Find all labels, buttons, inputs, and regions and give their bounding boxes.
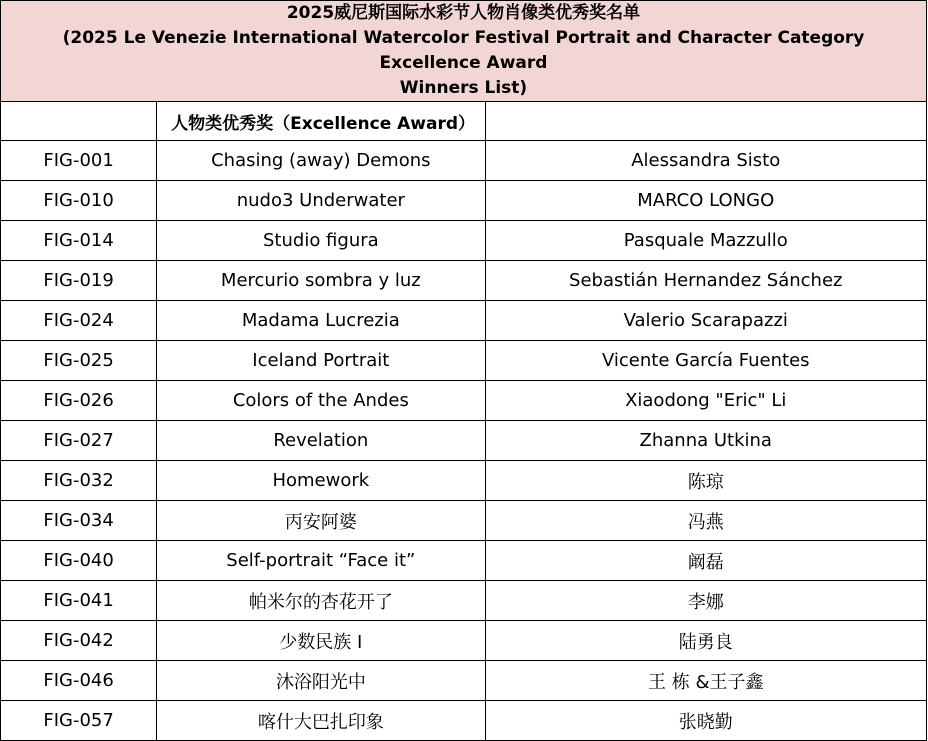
title-row	[1, 1, 927, 102]
table-row	[1, 181, 927, 221]
entry-id-cell[interactable]: FIG-042	[1, 621, 157, 661]
table-row	[1, 621, 927, 661]
artwork-title-cell[interactable]: 喀什大巴扎印象	[157, 701, 485, 741]
title-cell[interactable]	[1, 1, 927, 102]
artist-name-cell[interactable]: Valerio Scarapazzi	[485, 301, 927, 341]
table-row	[1, 341, 927, 381]
artist-name-cell[interactable]: 李娜	[485, 581, 927, 621]
table-row	[1, 421, 927, 461]
artist-name-cell[interactable]: Zhanna Utkina	[485, 421, 927, 461]
header-artist-cell[interactable]	[485, 102, 927, 141]
artist-name-cell[interactable]: 冯燕	[485, 501, 927, 541]
header-row	[1, 102, 927, 141]
entry-id-cell[interactable]: FIG-040	[1, 541, 157, 581]
entry-id-cell[interactable]: FIG-024	[1, 301, 157, 341]
artwork-title-cell[interactable]: 沐浴阳光中	[157, 661, 485, 701]
title-english-line-2: Winners List)	[399, 78, 528, 98]
artist-name-cell[interactable]: 张晓勤	[485, 701, 927, 741]
artist-name-cell[interactable]: Xiaodong "Eric" Li	[485, 381, 927, 421]
table-row	[1, 221, 927, 261]
artist-name-cell[interactable]: 王 栋 &王子鑫	[485, 661, 927, 701]
table-row	[1, 501, 927, 541]
entry-id-cell[interactable]: FIG-046	[1, 661, 157, 701]
artist-name-cell[interactable]: Pasquale Mazzullo	[485, 221, 927, 261]
artwork-title-cell[interactable]: 帕米尔的杏花开了	[157, 581, 485, 621]
entry-id-cell[interactable]: FIG-025	[1, 341, 157, 381]
artist-name-cell[interactable]: Alessandra Sisto	[485, 141, 927, 181]
artwork-title-cell[interactable]: Studio figura	[157, 221, 485, 261]
artist-name-cell[interactable]: 阚磊	[485, 541, 927, 581]
artwork-title-cell[interactable]: Chasing (away) Demons	[157, 141, 485, 181]
table-row	[1, 581, 927, 621]
entry-id-cell[interactable]: FIG-027	[1, 421, 157, 461]
artwork-title-cell[interactable]: 少数民族 I	[157, 621, 485, 661]
header-award-cell[interactable]: 人物类优秀奖（Excellence Award）	[157, 102, 485, 141]
entry-id-cell[interactable]: FIG-014	[1, 221, 157, 261]
artist-name-cell[interactable]: Vicente García Fuentes	[485, 341, 927, 381]
title-chinese: 2025威尼斯国际水彩节人物肖像类优秀奖名单	[286, 3, 641, 23]
artist-name-cell[interactable]: 陆勇良	[485, 621, 927, 661]
table-row	[1, 141, 927, 181]
entry-id-cell[interactable]: FIG-057	[1, 701, 157, 741]
artwork-title-cell[interactable]: Homework	[157, 461, 485, 501]
table-row	[1, 301, 927, 341]
artist-name-cell[interactable]: Sebastián Hernandez Sánchez	[485, 261, 927, 301]
entry-id-cell[interactable]: FIG-001	[1, 141, 157, 181]
table-row	[1, 661, 927, 701]
artwork-title-cell[interactable]: Madama Lucrezia	[157, 301, 485, 341]
entry-id-cell[interactable]: FIG-010	[1, 181, 157, 221]
artwork-title-cell[interactable]: Colors of the Andes	[157, 381, 485, 421]
artist-name-cell[interactable]: 陈琼	[485, 461, 927, 501]
artist-name-cell[interactable]: MARCO LONGO	[485, 181, 927, 221]
entry-id-cell[interactable]: FIG-041	[1, 581, 157, 621]
artwork-title-cell[interactable]: nudo3 Underwater	[157, 181, 485, 221]
title-english-line-1: (2025 Le Venezie International Watercolor Festival Portrait and Character Category Excellence Award	[62, 28, 865, 73]
header-id-cell[interactable]	[1, 102, 157, 141]
entry-id-cell[interactable]: FIG-019	[1, 261, 157, 301]
artwork-title-cell[interactable]: Revelation	[157, 421, 485, 461]
entry-id-cell[interactable]: FIG-026	[1, 381, 157, 421]
artwork-title-cell[interactable]: Iceland Portrait	[157, 341, 485, 381]
artwork-title-cell[interactable]: Mercurio sombra y luz	[157, 261, 485, 301]
artwork-title-cell[interactable]: Self-portrait “Face it”	[157, 541, 485, 581]
table-row	[1, 381, 927, 421]
artwork-title-cell[interactable]: 丙安阿婆	[157, 501, 485, 541]
table-row	[1, 461, 927, 501]
entry-id-cell[interactable]: FIG-034	[1, 501, 157, 541]
entry-id-cell[interactable]: FIG-032	[1, 461, 157, 501]
table-row	[1, 541, 927, 581]
table-row	[1, 261, 927, 301]
